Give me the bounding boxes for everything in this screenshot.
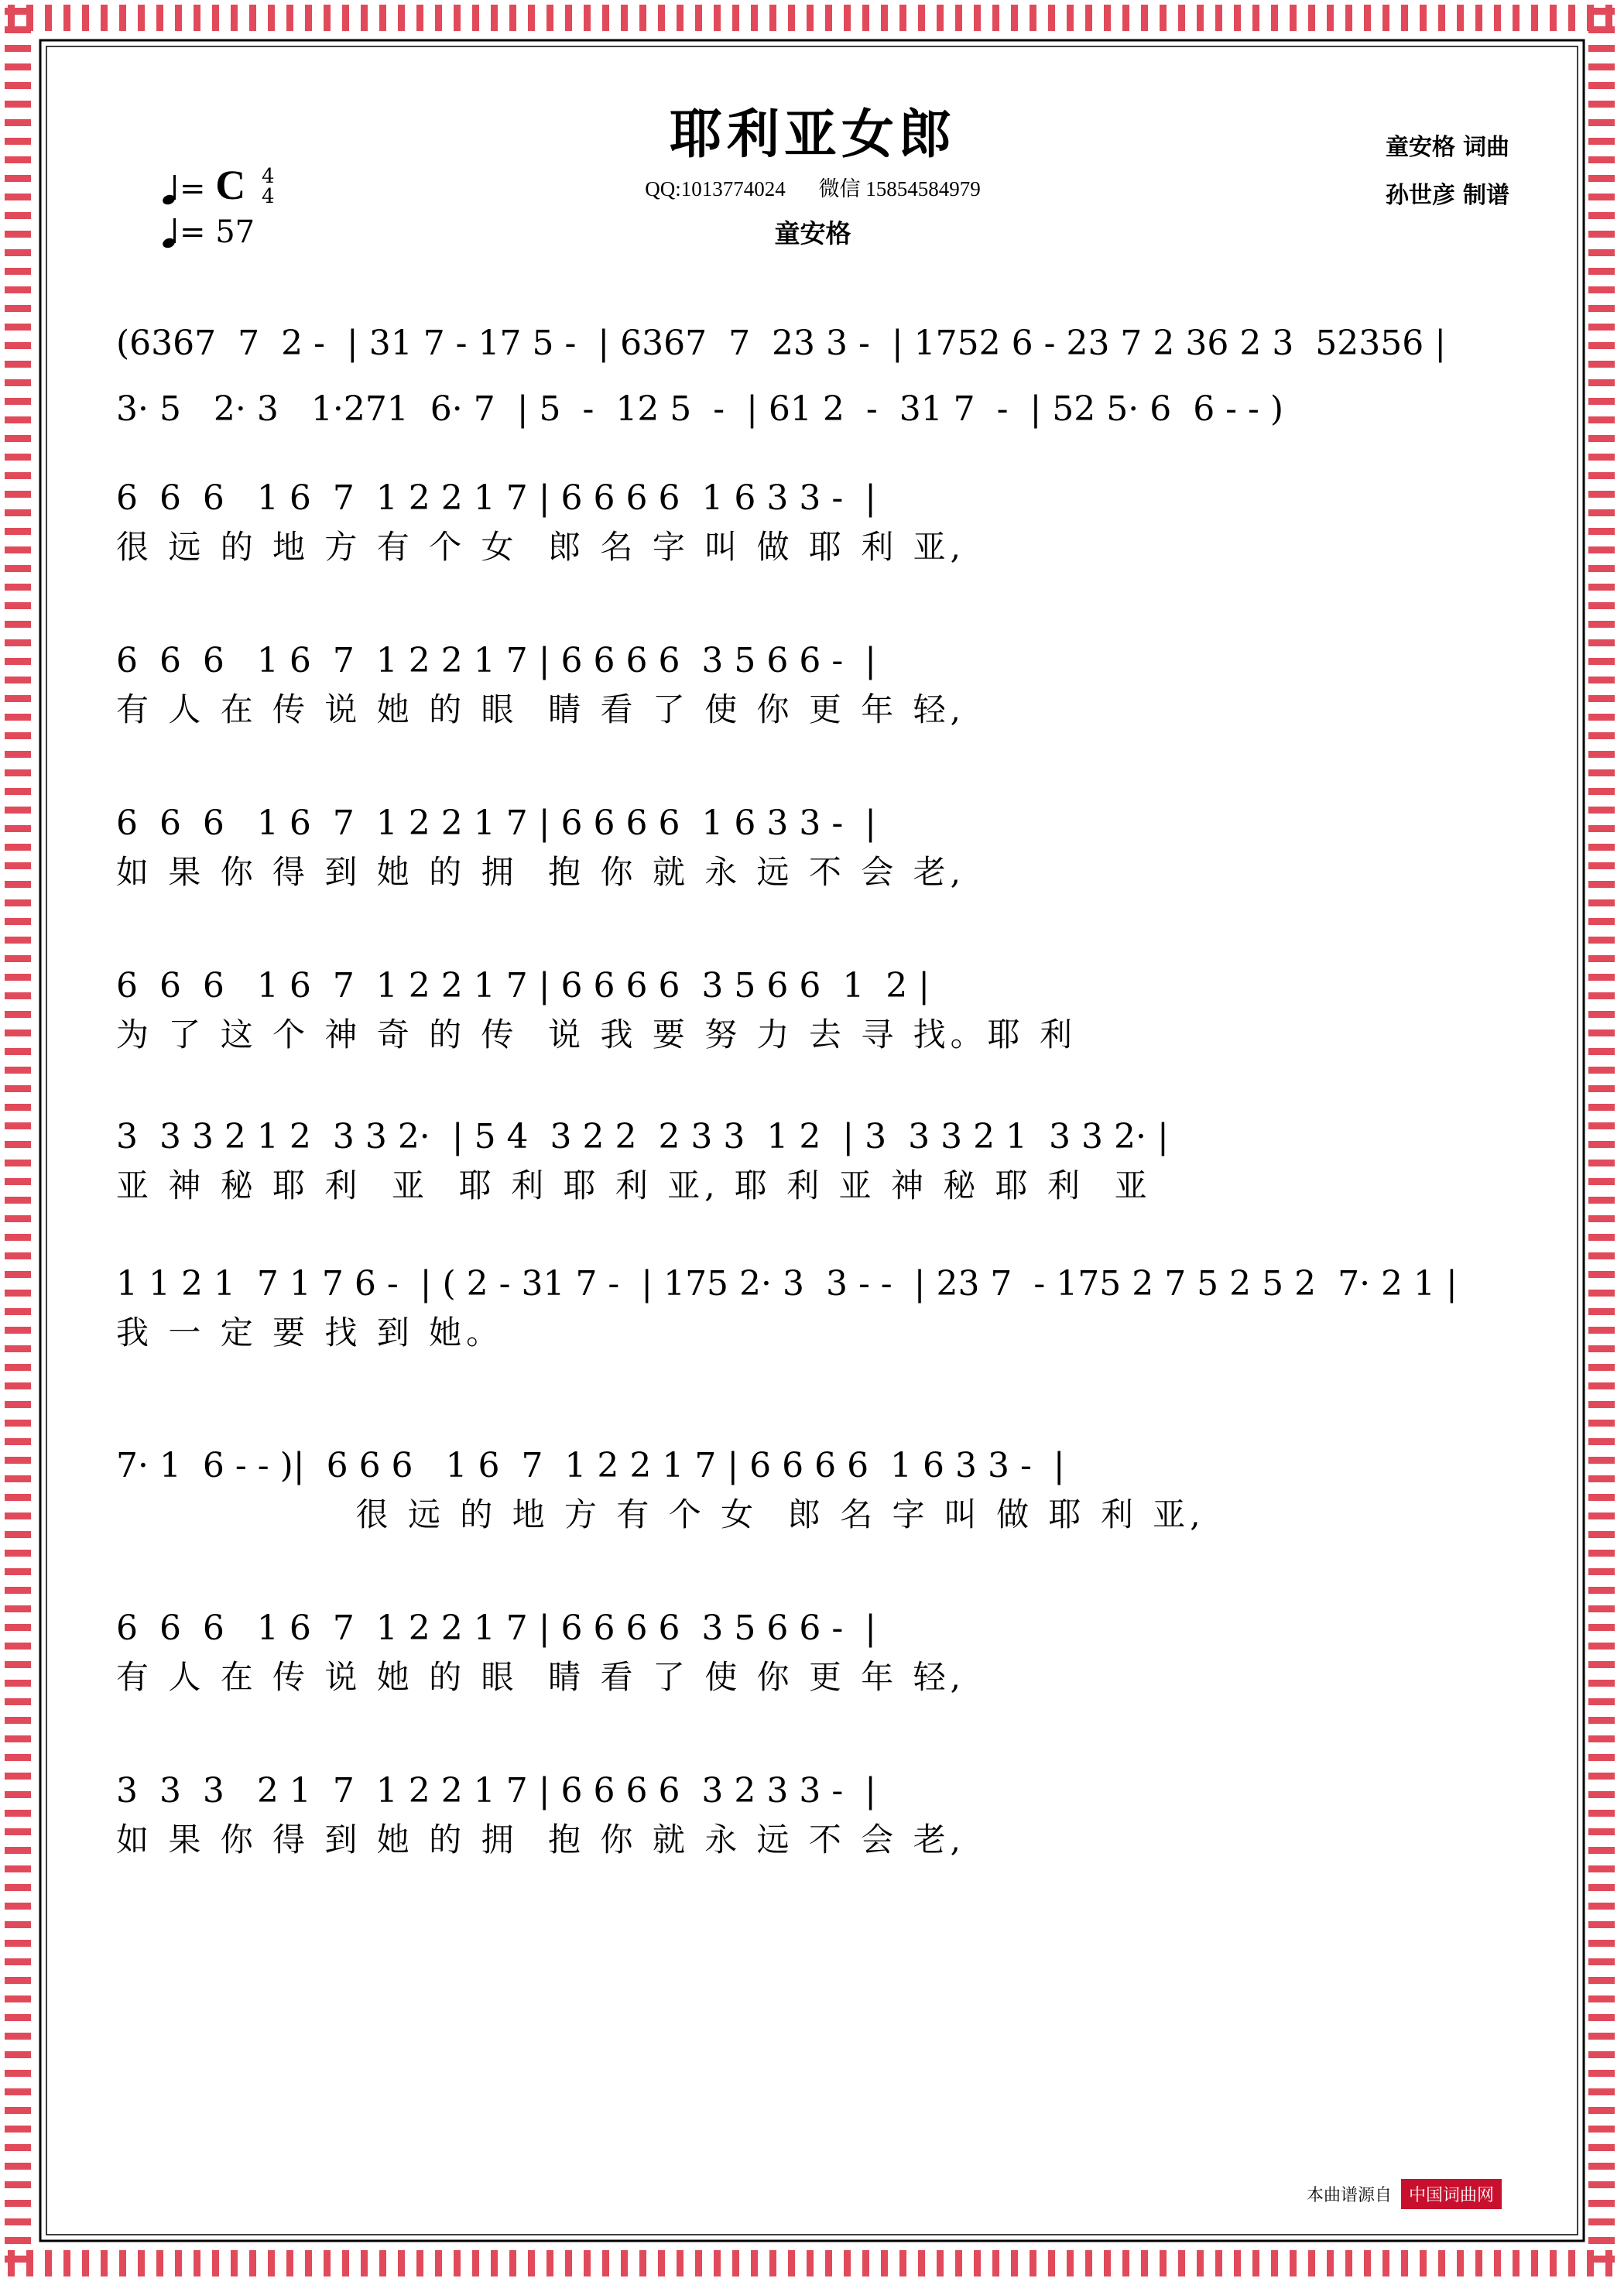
time-signature xyxy=(262,166,275,207)
lyric-line: 为 了 这 个 神 奇 的 传 说 我 要 努 力 去 寻 找。耶 利 xyxy=(116,1016,1077,1053)
notation-line: 3· 5 2· 3 1·271 6· 7 | 5 - 12 5 - | 61 2 - 31 7 - | 52 5· 6 6 - - ) xyxy=(116,389,1284,429)
credit-role-0: 词曲 xyxy=(1463,134,1509,161)
lyric-line: 很 远 的 地 方 有 个 女 郎 名 字 叫 做 耶 利 亚, xyxy=(116,528,965,566)
contact-line xyxy=(93,172,1533,202)
system-verse-1d xyxy=(93,964,1533,1057)
performer-name: 童安格 xyxy=(774,218,851,248)
lyric-line: 如 果 你 得 到 她 的 拥 抱 你 就 永 远 不 会 老, xyxy=(116,1821,965,1858)
footer-watermark xyxy=(1307,2179,1502,2209)
notation-line: 3 3 3 2 1 7 1 2 2 1 7 | 6 6 6 6 3 2 3 3 - | xyxy=(116,1771,877,1811)
key-tempo-block xyxy=(163,161,275,250)
system-chorus-1b xyxy=(93,1262,1533,1355)
lyric-line: 有 人 在 传 说 她 的 眼 睛 看 了 使 你 更 年 轻, xyxy=(116,1658,965,1696)
notation-line: 6 6 6 1 6 7 1 2 2 1 7 | 6 6 6 6 3 5 6 6 - | xyxy=(116,1608,877,1648)
lyric-line: 亚 神 秘 耶 利 亚 耶 利 耶 利 亚, 耶 利 亚 神 秘 耶 利 亚 xyxy=(116,1166,1152,1204)
footer-source-label: 本曲谱源自 xyxy=(1306,2186,1392,2205)
lyric-line: 有 人 在 传 说 她 的 眼 睛 看 了 使 你 更 年 轻, xyxy=(116,690,965,728)
system-verse-2c xyxy=(93,1769,1533,1862)
key-signature-row xyxy=(163,161,275,211)
system-intro-1 xyxy=(93,321,1533,366)
wechat-text: 微信 15854584979 xyxy=(818,177,981,200)
notation-line: 6 6 6 1 6 7 1 2 2 1 7 | 6 6 6 6 1 6 3 3 - | xyxy=(116,803,877,843)
footer-site-badge: 中国词曲网 xyxy=(1401,2179,1502,2209)
notation-line: 6 6 6 1 6 7 1 2 2 1 7 | 6 6 6 6 1 6 3 3 - | xyxy=(116,478,877,518)
tempo-value: 57 xyxy=(215,214,255,250)
system-verse-1c xyxy=(93,801,1533,894)
score-sheet xyxy=(93,46,1533,2237)
time-signature-denominator: 4 xyxy=(261,185,275,208)
system-verse-2a xyxy=(93,1444,1533,1536)
credit-row-lyricist xyxy=(1386,124,1517,172)
notation-line: 1 1 2 1 7 1 7 6 - | ( 2 - 31 7 - | 175 2· 3 3 - - | 23 7 - 175 2 7 5 2 5 2 7· 2 1 | xyxy=(116,1264,1458,1304)
credit-name-1: 孙世彦 xyxy=(1386,182,1455,209)
notation-line: 6 6 6 1 6 7 1 2 2 1 7 | 6 6 6 6 3 5 6 6 1 2 | xyxy=(116,966,930,1005)
system-verse-1a xyxy=(93,476,1533,569)
notation-line: (6367 7 2 - | 31 7 - 17 5 - | 6367 7 23 3 - | 1752 6 - 23 7 2 36 2 3 52356 | xyxy=(116,324,1447,363)
system-verse-2b xyxy=(93,1606,1533,1699)
tempo-equals: = xyxy=(180,214,206,250)
quarter-note-tempo-icon xyxy=(163,221,180,248)
notation-line: 6 6 6 1 6 7 1 2 2 1 7 | 6 6 6 6 3 5 6 6 - | xyxy=(116,641,877,680)
quarter-note-icon xyxy=(163,178,180,204)
system-chorus-1a xyxy=(93,1115,1533,1208)
credit-row-arranger xyxy=(1386,172,1517,220)
system-verse-1b xyxy=(93,639,1533,731)
page-title: 耶利亚女郎 xyxy=(669,104,956,166)
lyric-line: 很 远 的 地 方 有 个 女 郎 名 字 叫 做 耶 利 亚, xyxy=(116,1495,1205,1533)
credit-role-1: 制谱 xyxy=(1463,182,1509,209)
credit-name-0: 童安格 xyxy=(1386,134,1455,161)
time-signature-numerator: 4 xyxy=(261,165,275,188)
lyric-line: 如 果 你 得 到 她 的 拥 抱 你 就 永 远 不 会 老, xyxy=(116,853,965,891)
lyric-line: 我 一 定 要 找 到 她。 xyxy=(116,1314,504,1351)
tempo-row xyxy=(163,214,275,250)
system-intro-2 xyxy=(93,387,1533,432)
key-label: C xyxy=(215,162,246,208)
notation-line: 7· 1 6 - - )| 6 6 6 1 6 7 1 2 2 1 7 | 6 6 6 6 1 6 3 3 - | xyxy=(116,1446,1065,1485)
credits-block xyxy=(1386,124,1517,220)
key-equals: = xyxy=(180,171,206,207)
notation-line: 3 3 3 2 1 2 3 3 2· | 5 4 3 2 2 2 3 3 1 2 | 3 3 3 2 1 3 3 2· | xyxy=(116,1117,1169,1156)
qq-text: QQ:1013774024 xyxy=(645,177,786,200)
